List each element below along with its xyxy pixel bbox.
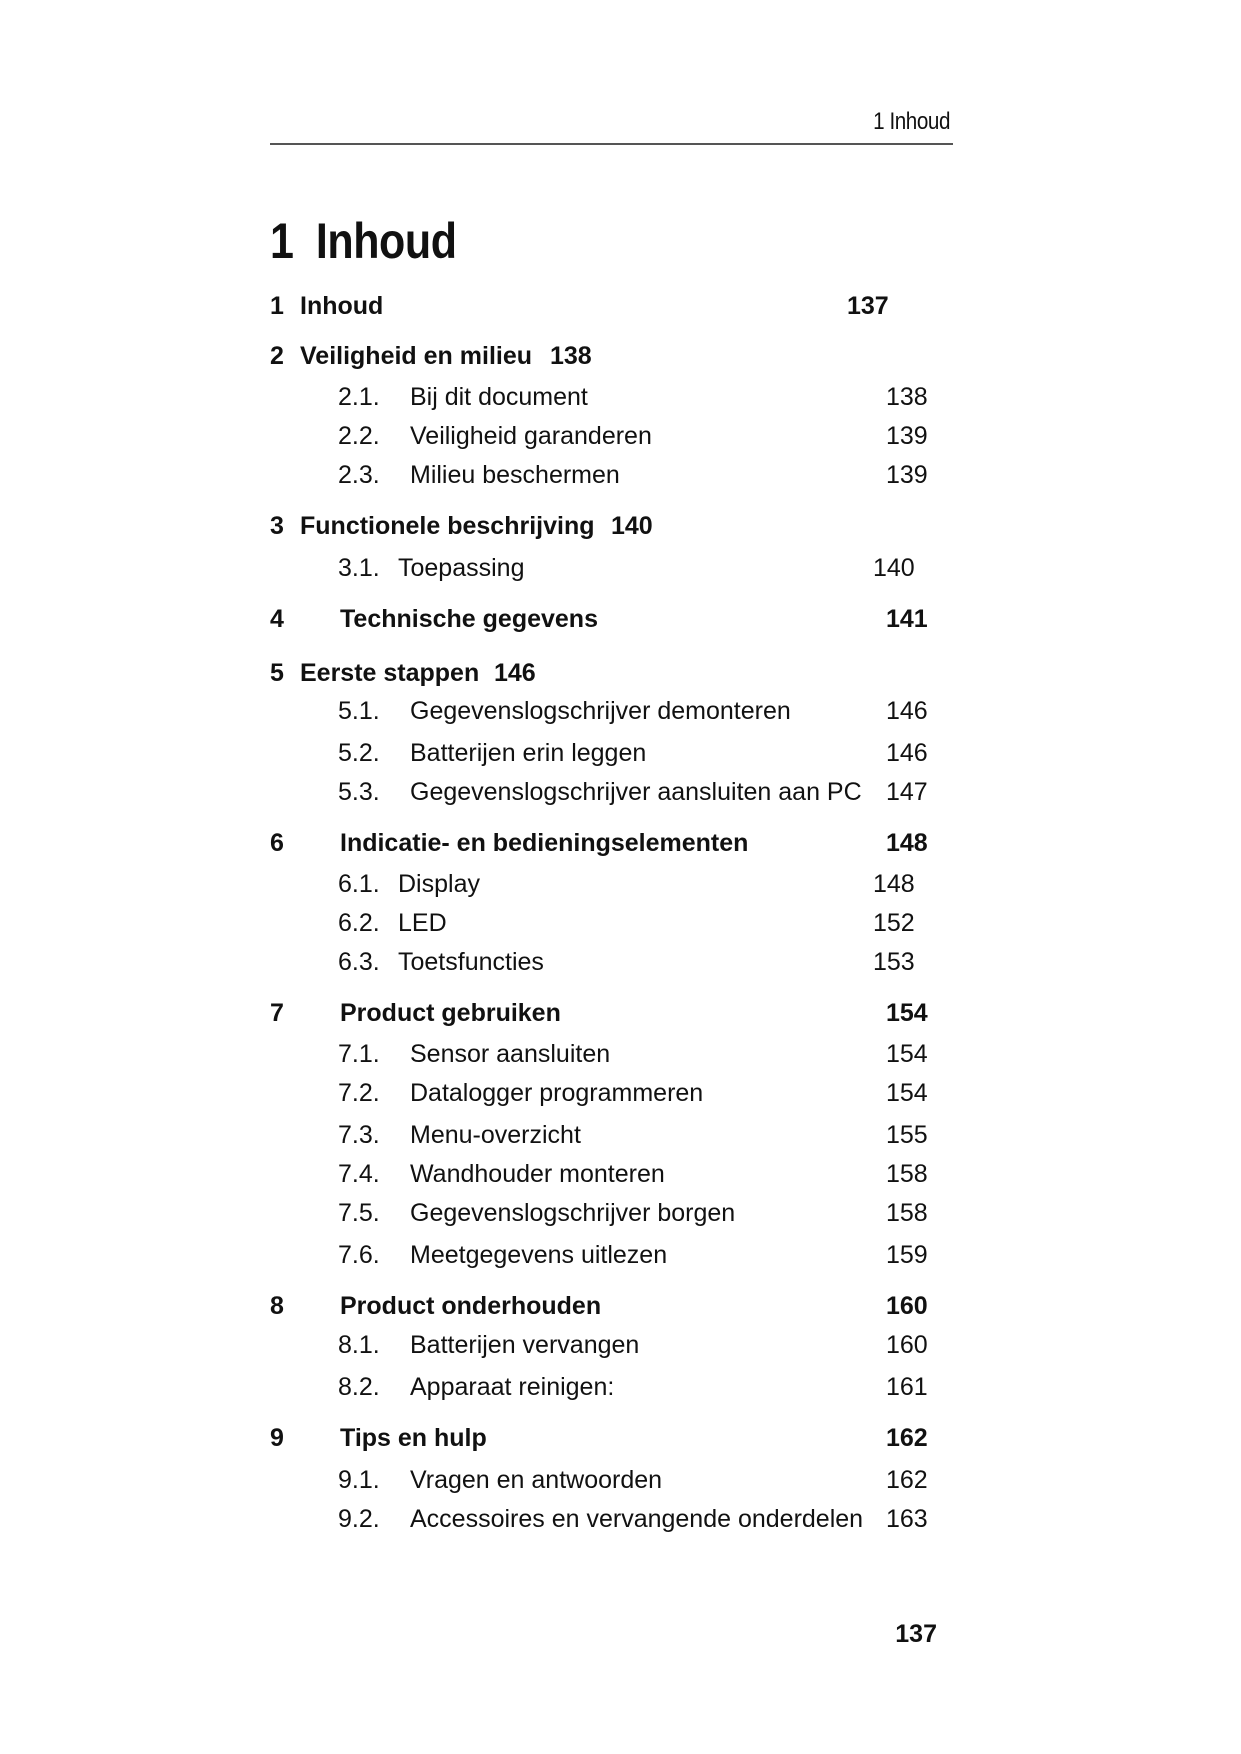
toc-entry-page: 140 bbox=[611, 512, 653, 540]
toc-entry-page: 146 bbox=[494, 659, 536, 687]
toc-entry-page: 141 bbox=[886, 605, 928, 633]
toc-entry-title: Display bbox=[398, 870, 480, 898]
toc-entry-page: 138 bbox=[550, 342, 592, 370]
toc-entry-title: Datalogger programmeren bbox=[410, 1079, 704, 1107]
toc-entry-title: Vragen en antwoorden bbox=[410, 1466, 663, 1494]
toc-entry-page: 154 bbox=[886, 1079, 928, 1107]
toc-entry-title: Milieu beschermen bbox=[410, 461, 620, 489]
toc-entry-title: Apparaat reinigen: bbox=[410, 1373, 615, 1401]
toc-entry-page: 158 bbox=[886, 1199, 928, 1227]
toc-entry-number: 7.4. bbox=[338, 1160, 380, 1188]
toc-entry-page: 162 bbox=[886, 1424, 928, 1452]
toc-entry-title: Toepassing bbox=[398, 554, 525, 582]
toc-entry-number: 5.2. bbox=[338, 739, 380, 767]
toc-entry-title: Batterijen erin leggen bbox=[410, 739, 647, 767]
toc-entry-page: 161 bbox=[886, 1373, 928, 1401]
toc-entry-number: 7.5. bbox=[338, 1199, 380, 1227]
toc-entry-page: 160 bbox=[886, 1292, 928, 1320]
page-number: 137 bbox=[895, 1620, 937, 1648]
header-rule bbox=[270, 143, 953, 145]
toc-entry-page: 154 bbox=[886, 1040, 928, 1068]
toc-entry-title: Meetgegevens uitlezen bbox=[410, 1241, 668, 1269]
toc-entry-title: Batterijen vervangen bbox=[410, 1331, 640, 1359]
toc-entry-number: 3 bbox=[270, 512, 284, 540]
toc-entry-title: Toetsfuncties bbox=[398, 948, 544, 976]
chapter-number: 1 bbox=[270, 213, 294, 269]
toc-entry-title: Sensor aansluiten bbox=[410, 1040, 611, 1068]
toc-entry-page: 147 bbox=[886, 778, 928, 806]
toc-entry-number: 7.2. bbox=[338, 1079, 380, 1107]
toc-entry-page: 146 bbox=[886, 739, 928, 767]
toc-entry-number: 8 bbox=[270, 1292, 284, 1320]
toc-entry-title: Veiligheid garanderen bbox=[410, 422, 652, 450]
toc-entry-page: 138 bbox=[886, 383, 928, 411]
toc-entry-number: 2 bbox=[270, 342, 284, 370]
toc-entry-title: Product onderhouden bbox=[340, 1292, 602, 1320]
toc-entry-title: Eerste stappen bbox=[300, 659, 480, 687]
toc-entry-page: 140 bbox=[873, 554, 915, 582]
toc-entry-number: 2.3. bbox=[338, 461, 380, 489]
page-title bbox=[270, 212, 457, 270]
toc-entry-number: 7 bbox=[270, 999, 284, 1027]
toc-entry-page: 139 bbox=[886, 422, 928, 450]
toc-entry-page: 148 bbox=[886, 829, 928, 857]
toc-entry-title: Product gebruiken bbox=[340, 999, 561, 1027]
toc-entry-number: 7.6. bbox=[338, 1241, 380, 1269]
toc-entry-title: LED bbox=[398, 909, 447, 937]
toc-entry-title: Inhoud bbox=[300, 292, 384, 320]
toc-entry-page: 137 bbox=[847, 292, 889, 320]
toc-entry-number: 9.1. bbox=[338, 1466, 380, 1494]
toc-entry-page: 146 bbox=[886, 697, 928, 725]
toc-entry-page: 155 bbox=[886, 1121, 928, 1149]
toc-entry-page: 152 bbox=[873, 909, 915, 937]
toc-entry-page: 160 bbox=[886, 1331, 928, 1359]
toc-entry-number: 8.1. bbox=[338, 1331, 380, 1359]
toc-entry-title: Accessoires en vervangende onderdelen bbox=[410, 1505, 864, 1533]
toc-entry-number: 4 bbox=[270, 605, 284, 633]
toc-entry-number: 3.1. bbox=[338, 554, 380, 582]
toc-entry-number: 2.2. bbox=[338, 422, 380, 450]
toc-entry-title: Veiligheid en milieu bbox=[300, 342, 533, 370]
toc-entry-title: Technische gegevens bbox=[340, 605, 598, 633]
toc-entry-title: Gegevenslogschrijver demonteren bbox=[410, 697, 791, 725]
toc-entry-title: Gegevenslogschrijver aansluiten aan PC bbox=[410, 778, 862, 806]
toc-entry-number: 5.1. bbox=[338, 697, 380, 725]
toc-entry-title: Indicatie- en bedieningselementen bbox=[340, 829, 749, 857]
toc-entry-page: 158 bbox=[886, 1160, 928, 1188]
toc-entry-page: 139 bbox=[886, 461, 928, 489]
toc-entry-number: 6 bbox=[270, 829, 284, 857]
toc-entry-number: 7.3. bbox=[338, 1121, 380, 1149]
toc-entry-title: Gegevenslogschrijver borgen bbox=[410, 1199, 736, 1227]
toc-entry-number: 6.1. bbox=[338, 870, 380, 898]
running-header: 1 Inhoud bbox=[873, 108, 950, 135]
toc-entry-number: 5.3. bbox=[338, 778, 380, 806]
toc-entry-page: 162 bbox=[886, 1466, 928, 1494]
toc-entry-number: 9.2. bbox=[338, 1505, 380, 1533]
toc-entry-number: 2.1. bbox=[338, 383, 380, 411]
toc-entry-number: 6.3. bbox=[338, 948, 380, 976]
toc-entry-number: 8.2. bbox=[338, 1373, 380, 1401]
toc-entry-title: Functionele beschrijving bbox=[300, 512, 595, 540]
toc-entry-page: 159 bbox=[886, 1241, 928, 1269]
toc-entry-page: 153 bbox=[873, 948, 915, 976]
chapter-title-text: Inhoud bbox=[315, 213, 457, 269]
toc-entry-page: 148 bbox=[873, 870, 915, 898]
toc-entry-page: 154 bbox=[886, 999, 928, 1027]
toc-entry-title: Menu-overzicht bbox=[410, 1121, 581, 1149]
toc-entry-title: Wandhouder monteren bbox=[410, 1160, 665, 1188]
toc-entry-number: 7.1. bbox=[338, 1040, 380, 1068]
toc-entry-number: 1 bbox=[270, 292, 284, 320]
toc-entry-title: Tips en hulp bbox=[340, 1424, 487, 1452]
toc-entry-number: 5 bbox=[270, 659, 284, 687]
toc-entry-page: 163 bbox=[886, 1505, 928, 1533]
toc-entry-number: 6.2. bbox=[338, 909, 380, 937]
toc-entry-title: Bij dit document bbox=[410, 383, 588, 411]
toc-entry-number: 9 bbox=[270, 1424, 284, 1452]
